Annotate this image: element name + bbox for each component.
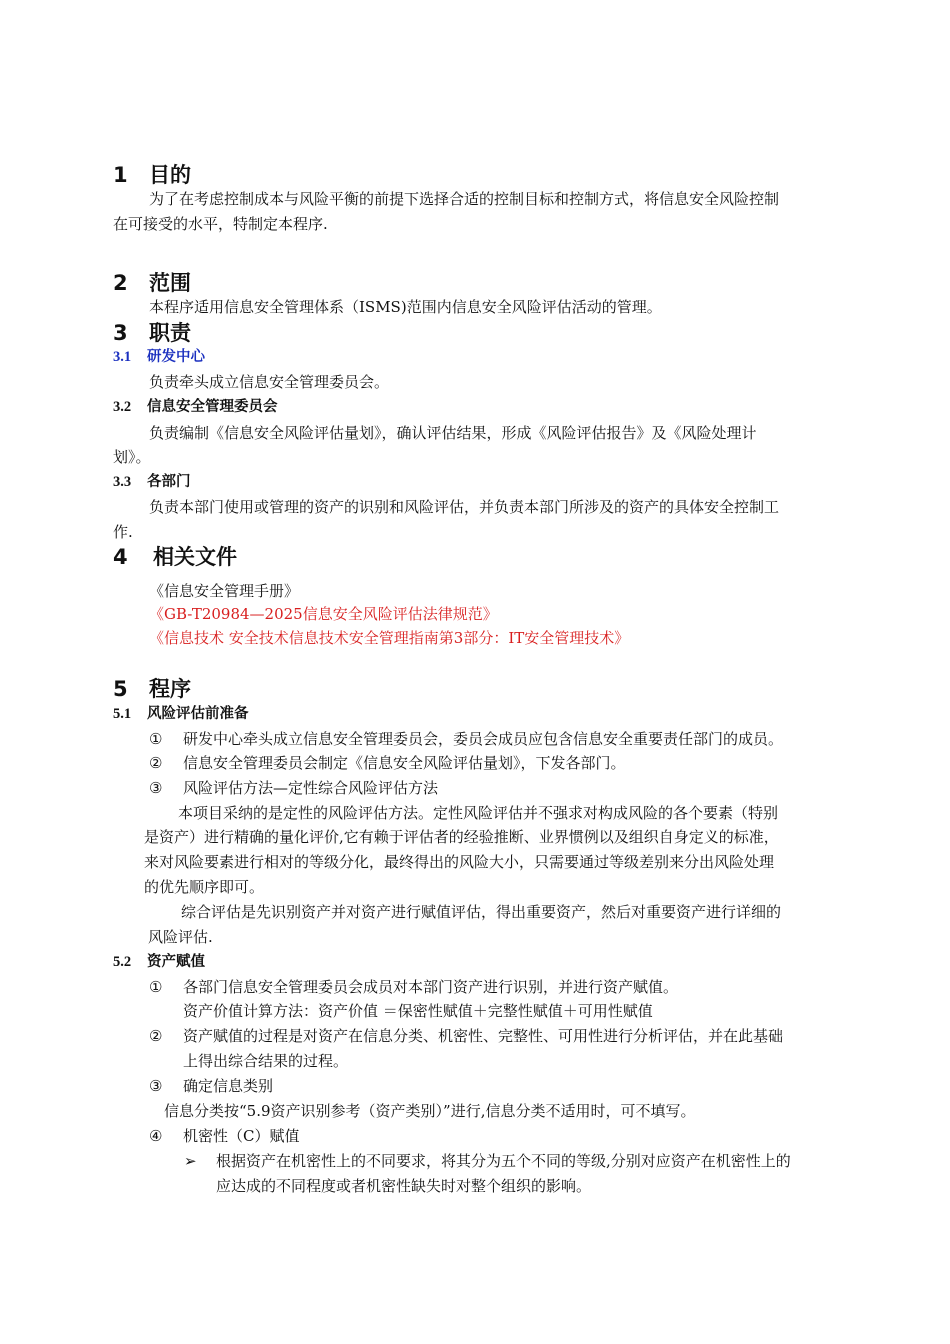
subsection-title: 各部门 (147, 474, 191, 490)
circled-number-marker: ④ (149, 1127, 163, 1145)
section-number: 4 (113, 545, 128, 569)
list-item-continuation: 上得出综合结果的过程。 (183, 1052, 349, 1070)
circled-number-marker: ① (149, 978, 163, 996)
subsection-number: 5.1 (113, 706, 132, 722)
paragraph-line: 风险评估. (148, 928, 213, 946)
paragraph-line: 划》。 (113, 448, 151, 466)
bullet-item (184, 1150, 791, 1172)
subsection-title: 风险评估前准备 (147, 706, 249, 722)
circled-number-marker: ③ (149, 1077, 163, 1095)
circled-number-marker: ③ (149, 779, 163, 797)
subsection-title: 研发中心 (147, 349, 205, 365)
subsection-5-2-heading (113, 951, 205, 973)
subsection-title: 资产赋值 (147, 954, 205, 970)
subsection-number: 3.1 (113, 349, 132, 365)
section-number: 5 (113, 677, 128, 701)
reference-document: 《信息技术 安全技术信息技术安全管理指南第3部分：IT安全管理技术》 (149, 629, 630, 647)
list-item (149, 976, 678, 998)
list-item (149, 1075, 273, 1097)
paragraph-line: 为了在考虑控制成本与风险平衡的前提下选择合适的控制目标和控制方式，将信息安全风险控制 (149, 190, 780, 208)
arrow-bullet-icon: ➢ (184, 1152, 197, 1170)
circled-number-marker: ② (149, 754, 163, 772)
list-item-continuation: 信息分类按“5.9资产识别参考（资产类别）”进行,信息分类不适用时，可不填写。 (164, 1102, 696, 1120)
paragraph-line: 本程序适用信息安全管理体系（ISMS)范围内信息安全风险评估活动的管理。 (149, 298, 662, 316)
section-2-heading (113, 270, 191, 296)
paragraph-line: 负责编制《信息安全风险评估量划》，确认评估结果，形成《风险评估报告》及《风险处理计 (149, 424, 757, 442)
paragraph-line: 本项目采纳的是定性的风险评估方法。定性风险评估并不强求对构成风险的各个要素（特别 (178, 804, 779, 822)
paragraph-line: 在可接受的水平，特制定本程序. (113, 215, 328, 233)
bullet-item-continuation: 应达成的不同程度或者机密性缺失时对整个组织的影响。 (216, 1177, 592, 1195)
list-item (149, 1025, 783, 1047)
subsection-3-1-heading (113, 346, 205, 368)
subsection-number: 5.2 (113, 954, 132, 970)
subsection-5-1-heading (113, 703, 249, 725)
circled-number-marker: ① (149, 730, 163, 748)
section-title: 相关文件 (153, 545, 237, 569)
section-5-heading (113, 676, 191, 702)
circled-number-marker: ② (149, 1027, 163, 1045)
paragraph-line: 是资产）进行精确的量化评价,它有赖于评估者的经验推断、业界惯例以及组织自身定义的标准， (144, 828, 779, 846)
bullet-item-text: 根据资产在机密性上的不同要求，将其分为五个不同的等级,分别对应资产在机密性上的 (216, 1152, 791, 1170)
paragraph-line: 的优先顺序即可。 (144, 878, 265, 896)
list-item-continuation: 资产价值计算方法：资产价值 ＝保密性赋值＋完整性赋值＋可用性赋值 (183, 1002, 653, 1020)
section-title: 程序 (149, 677, 191, 701)
section-number: 1 (113, 163, 128, 187)
list-item-text: 机密性（C）赋值 (183, 1127, 300, 1145)
section-number: 2 (113, 271, 128, 295)
section-title: 职责 (149, 321, 191, 345)
list-item-text: 各部门信息安全管理委员会成员对本部门资产进行识别，并进行资产赋值。 (183, 978, 679, 996)
section-4-heading (113, 544, 237, 570)
paragraph-line: 作. (113, 523, 133, 541)
reference-document: 《GB-T20984—2025信息安全风险评估法律规范》 (149, 605, 498, 623)
list-item (149, 752, 626, 774)
subsection-3-2-heading (113, 396, 278, 418)
list-item (149, 728, 783, 750)
paragraph-line: 负责本部门使用或管理的资产的识别和风险评估，并负责本部门所涉及的资产的具体安全控制工 (149, 498, 780, 516)
list-item-text: 资产赋值的过程是对资产在信息分类、机密性、完整性、可用性进行分析评估，并在此基础 (183, 1027, 784, 1045)
section-title: 目的 (149, 163, 191, 187)
subsection-3-3-heading (113, 471, 191, 493)
paragraph-line: 负责牵头成立信息安全管理委员会。 (149, 373, 390, 391)
section-title: 范围 (149, 271, 191, 295)
reference-document: 《信息安全管理手册》 (149, 582, 300, 600)
subsection-number: 3.2 (113, 399, 132, 415)
paragraph-line: 综合评估是先识别资产并对资产进行赋值评估，得出重要资产，然后对重要资产进行详细的 (181, 903, 782, 921)
list-item-text: 信息安全管理委员会制定《信息安全风险评估量划》，下发各部门。 (183, 754, 626, 772)
subsection-title: 信息安全管理委员会 (147, 399, 278, 415)
section-number: 3 (113, 321, 128, 345)
list-item-text: 确定信息类别 (183, 1077, 274, 1095)
list-item-text: 风险评估方法—定性综合风险评估方法 (183, 779, 439, 797)
list-item (149, 777, 438, 799)
subsection-number: 3.3 (113, 474, 132, 490)
section-1-heading (113, 162, 191, 188)
list-item-text: 研发中心牵头成立信息安全管理委员会，委员会成员应包含信息安全重要责任部门的成员。 (183, 730, 784, 748)
list-item (149, 1125, 299, 1147)
section-3-heading (113, 320, 191, 346)
paragraph-line: 来对风险要素进行相对的等级分化，最终得出的风险大小，只需要通过等级差别来分出风险处理 (144, 853, 775, 871)
